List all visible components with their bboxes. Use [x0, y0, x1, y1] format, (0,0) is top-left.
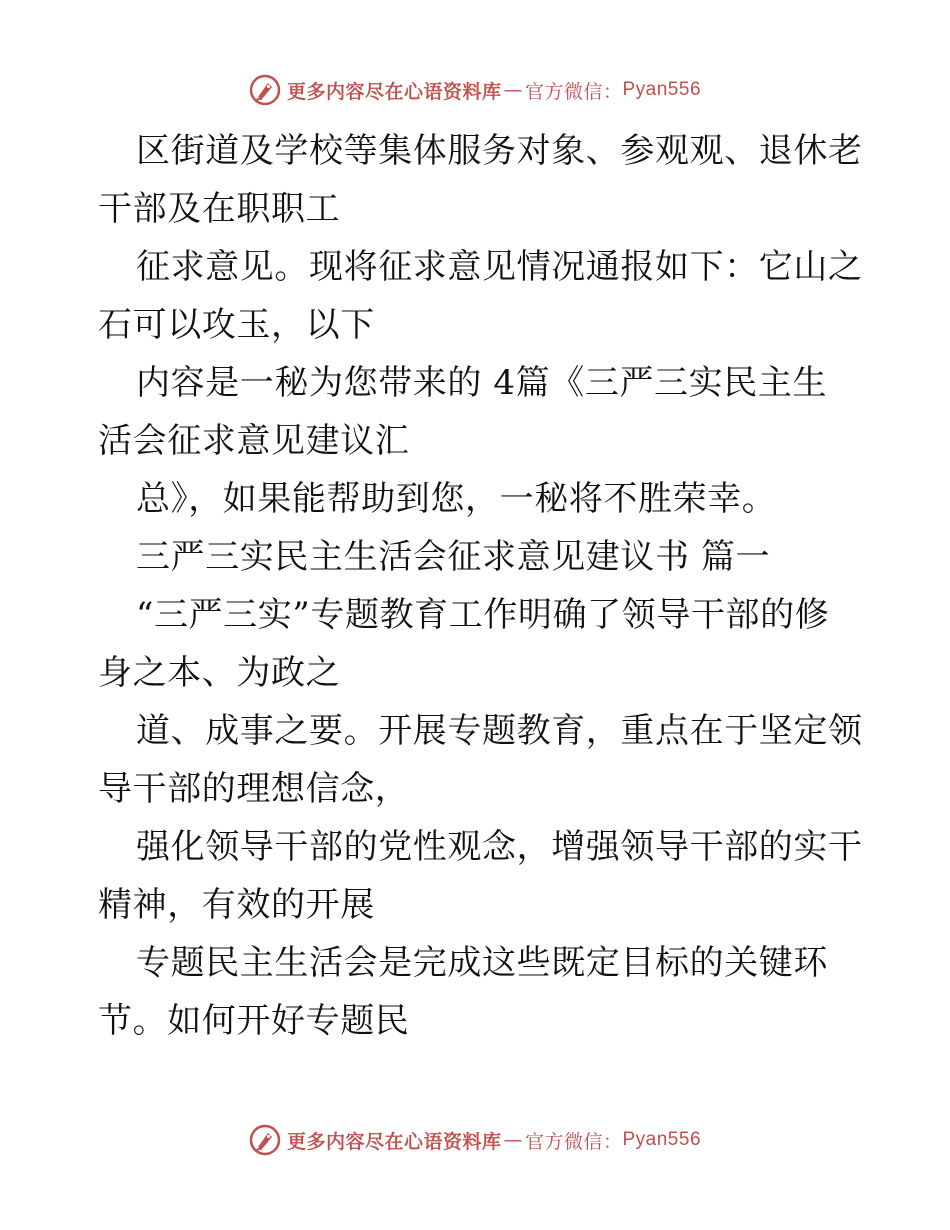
body-line: 导干部的理想信念，: [98, 769, 410, 809]
banner-text: 更多内容尽在心语资料库: [286, 1130, 502, 1153]
body-line: 精神，有效的开展: [98, 885, 375, 925]
wechat-id: Pyan556: [622, 1129, 702, 1150]
banner-dash: —: [503, 79, 523, 101]
document-body: [98, 122, 863, 1050]
body-line: 身之本、为政之: [98, 653, 341, 693]
body-line: 干部及在职职工: [98, 189, 341, 229]
body-line: 节。如何开好专题民: [98, 1001, 410, 1041]
banner-dash: —: [503, 1129, 523, 1151]
body-heading: 三严三实民主生活会征求意见建议书 篇一: [136, 537, 771, 577]
wechat-id: Pyan556: [622, 79, 702, 100]
body-line: 活会征求意见建议汇: [98, 421, 410, 461]
body-line: 石可以攻玉，以下: [98, 305, 375, 345]
body-line: 区街道及学校等集体服务对象、参观观、退休老: [136, 131, 863, 171]
body-line: 专题民主生活会是完成这些既定目标的关键环: [136, 943, 828, 983]
body-line: 总》，如果能帮助到您，一秘将不胜荣幸。: [136, 479, 777, 519]
body-line: 强化领导干部的党性观念，增强领导干部的实干: [136, 827, 863, 867]
footer-banner: [0, 1120, 950, 1160]
pen-nib-logo-icon: [249, 74, 281, 106]
pen-nib-logo-icon: [249, 1124, 281, 1156]
body-line: 内容是一秘为您带来的 4篇《三严三实民主生: [136, 363, 828, 403]
wechat-label: 官方微信：: [524, 80, 623, 103]
body-line: “三严三实”专题教育工作明确了领导干部的修: [136, 595, 830, 635]
body-line: 征求意见。现将征求意见情况通报如下：它山之: [136, 247, 863, 287]
banner-text: 更多内容尽在心语资料库: [286, 80, 502, 103]
body-line: 道、成事之要。开展专题教育，重点在于坚定领: [136, 711, 863, 751]
header-banner: [0, 70, 950, 110]
wechat-label: 官方微信：: [524, 1130, 623, 1153]
